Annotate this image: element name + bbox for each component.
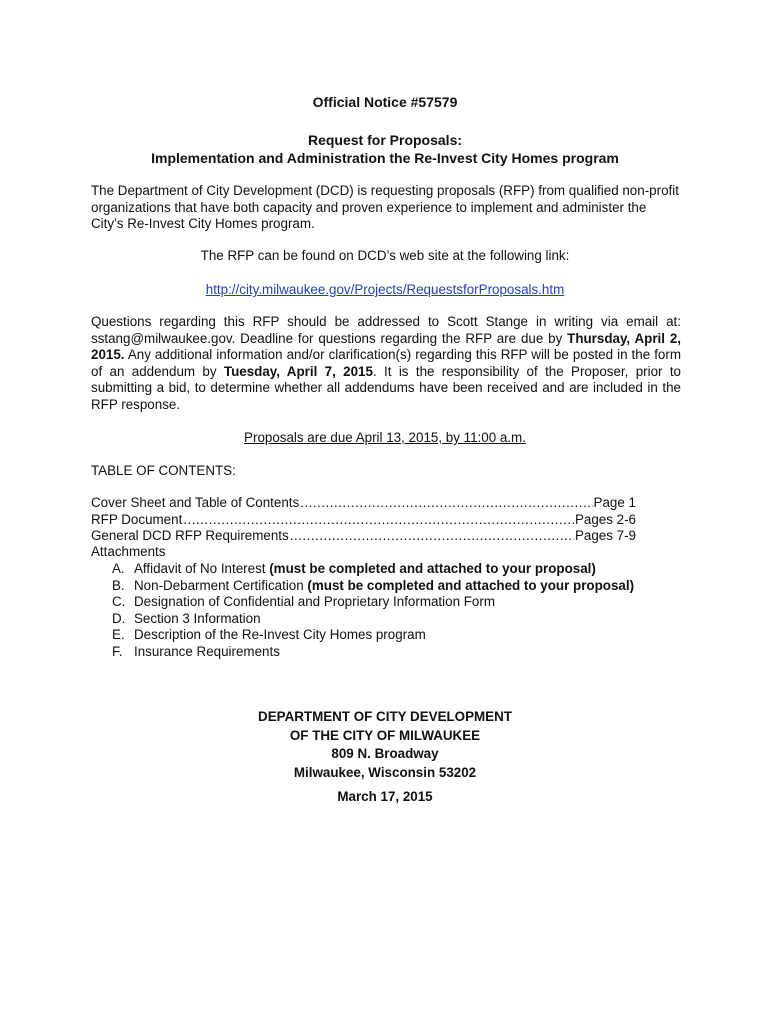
subtitle-line-1: Request for Proposals:: [307, 132, 463, 148]
questions-part-3: . It is the responsibility of the Proposer, prior to submitting a bid, to determine whether all addendums have been received and are included in the RFP response.: [91, 363, 682, 412]
toc-label: Cover Sheet and Table of Contents: [91, 495, 300, 510]
attachments-list: [112, 561, 712, 660]
attachment-text: Affidavit of No Interest: [134, 561, 270, 576]
attachment-text: Non-Debarment Certification: [134, 577, 308, 593]
attachment-letter: C.: [112, 594, 126, 609]
attachment-note: (must be completed and attached to your proposal): [269, 561, 596, 576]
toc-list: [91, 495, 636, 545]
intro-paragraph: The Department of City Development (DCD) is requesting proposals (RFP) from qualified non-profit organizations that have both capacity and proven experience to implement and administer the City’s Re-Invest City Homes program.: [91, 183, 679, 231]
toc-row: [91, 512, 636, 529]
toc-label: RFP Document: [91, 511, 183, 527]
rfp-link[interactable]: http://city.milwaukee.gov/Projects/RequestsforProposals.htm: [205, 282, 565, 297]
attachment-letter: F.: [112, 643, 123, 659]
attachment-item: [112, 627, 712, 644]
department-address: [0, 708, 770, 782]
notice-title: Official Notice #57579: [312, 94, 458, 110]
rfp-subtitle: [0, 131, 770, 167]
attachments-label: Attachments: [91, 544, 166, 559]
addendum-deadline: Tuesday, April 7, 2015: [223, 363, 373, 379]
toc-row: [91, 495, 636, 512]
attachment-item: [112, 594, 712, 611]
toc-leader-dots: [183, 512, 574, 529]
toc-page: Pages 7-9: [574, 528, 636, 543]
attachment-item: [112, 611, 712, 628]
address-line-1: DEPARTMENT OF CITY DEVELOPMENT: [258, 709, 512, 724]
questions-part-2: Any additional information and/or clarification(s) regarding this RFP will be posted in the form of an addendum by: [91, 347, 681, 379]
notice-date: March 17, 2015: [337, 789, 433, 804]
rfp-location-text: The RFP can be found on DCD’s web site at the following link:: [200, 248, 570, 263]
attachment-letter: B.: [112, 577, 125, 593]
questions-paragraph: [91, 314, 681, 413]
attachment-item: [112, 644, 712, 661]
address-line-4: Milwaukee, Wisconsin 53202: [293, 764, 477, 780]
questions-deadline: Thursday, April 2, 2015.: [91, 330, 681, 362]
attachment-letter: A.: [112, 561, 125, 576]
toc-page: Page 1: [593, 495, 636, 510]
attachment-item: [112, 578, 712, 595]
subtitle-line-2: Implementation and Administration the Re-Invest City Homes program: [151, 150, 619, 166]
attachment-item: [112, 561, 712, 578]
attachment-note: (must be completed and attached to your proposal): [307, 577, 635, 593]
attachment-letter: E.: [112, 627, 125, 642]
questions-part-1: Questions regarding this RFP should be addressed to Scott Stange in writing via email at: sstang@milwaukee.gov. Deadline for questions regarding the RFP are due by: [91, 314, 681, 346]
toc-leader-dots: [290, 528, 574, 545]
toc-title: TABLE OF CONTENTS:: [91, 463, 236, 478]
rfp-link-line: [0, 282, 770, 299]
address-line-3: 809 N. Broadway: [331, 746, 439, 761]
attachment-letter: D.: [112, 610, 126, 626]
toc-page: Pages 2-6: [574, 511, 636, 527]
toc-label: General DCD RFP Requirements: [91, 528, 289, 543]
attachment-text: Section 3 Information: [134, 610, 261, 626]
attachment-text: Designation of Confidential and Proprietary Information Form: [134, 594, 495, 609]
toc-leader-dots: [300, 495, 592, 512]
address-line-2: OF THE CITY OF MILWAUKEE: [289, 727, 481, 743]
attachment-text: Insurance Requirements: [134, 643, 280, 659]
toc-row: [91, 528, 636, 545]
proposals-due: Proposals are due April 13, 2015, by 11:00 a.m.: [244, 430, 526, 445]
attachment-text: Description of the Re-Invest City Homes program: [134, 627, 426, 642]
